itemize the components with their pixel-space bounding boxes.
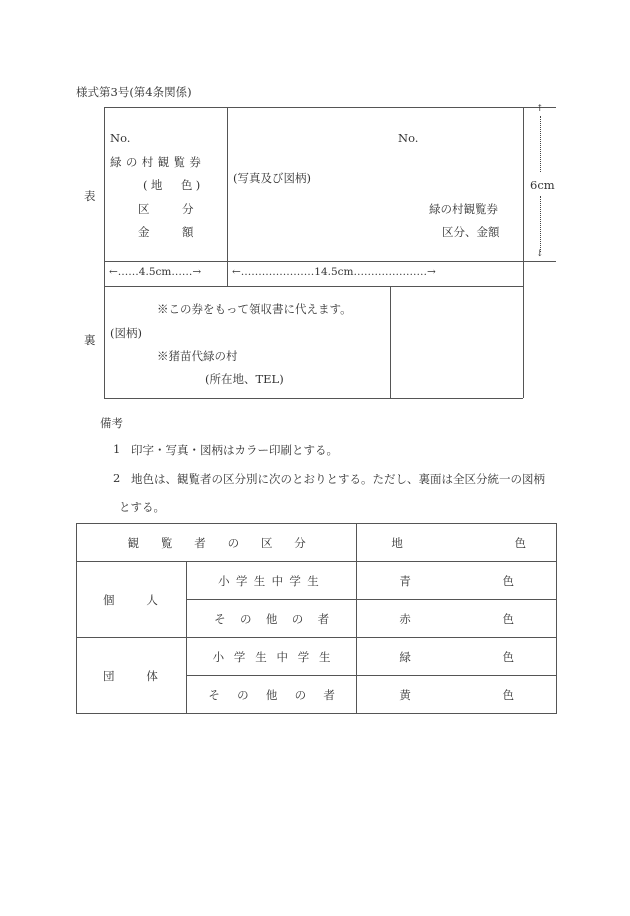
table-row bbox=[77, 562, 557, 600]
ticket-top-border bbox=[104, 107, 556, 108]
front-bottom-border bbox=[104, 261, 556, 262]
group-name-b: 体 bbox=[146, 668, 158, 683]
dimension-row-border bbox=[104, 286, 523, 287]
photo-and-design: (写真及び図柄) bbox=[233, 171, 311, 185]
receipt-note: ※この券をもって領収書に代えます。 bbox=[157, 302, 352, 316]
color-cell bbox=[357, 600, 557, 638]
subcategory: その他の者 bbox=[186, 600, 357, 638]
main-ticket-name: 緑の村観覧券 bbox=[429, 202, 498, 216]
group-name-a: 団 bbox=[103, 668, 115, 683]
main-width-dimension: ←…………………14.5cm…………………→ bbox=[232, 266, 436, 278]
stub-ticket-name: 緑の村観覧券 bbox=[110, 155, 206, 169]
stub-number: No. bbox=[110, 131, 131, 145]
subcategory: 小学生中学生 bbox=[186, 562, 357, 600]
remarks-heading: 備考 bbox=[100, 416, 123, 430]
stub-width-dimension: ←……4.5cm……→ bbox=[109, 266, 202, 278]
color-cell bbox=[357, 676, 557, 714]
remark-1-number: 1 bbox=[113, 442, 121, 456]
back-label: 裏 bbox=[84, 333, 96, 347]
table-row bbox=[77, 638, 557, 676]
back-design: (図柄) bbox=[110, 326, 142, 340]
group-individual bbox=[77, 562, 187, 638]
stub-amount-b: 額 bbox=[182, 225, 194, 239]
height-dimension: 6cm bbox=[530, 178, 555, 192]
remark-1-text: 印字・写真・図柄はカラー印刷とする。 bbox=[131, 443, 338, 457]
header-category: 観覧者の区分 bbox=[77, 524, 357, 562]
color-suffix: 色 bbox=[502, 611, 514, 626]
height-dotted-line bbox=[540, 116, 541, 172]
color-name: 青 bbox=[399, 573, 411, 588]
group-name-b: 人 bbox=[146, 592, 158, 607]
arrow-up-icon: ↑ bbox=[536, 104, 544, 114]
ground-color-table bbox=[76, 523, 557, 714]
table-header-row bbox=[77, 524, 557, 562]
front-label: 表 bbox=[84, 189, 96, 203]
group-organization bbox=[77, 638, 187, 714]
back-bottom-border bbox=[104, 398, 523, 399]
height-dotted-line bbox=[540, 196, 541, 252]
arrow-down-icon: ↓ bbox=[536, 249, 544, 259]
stub-category-b: 分 bbox=[182, 202, 194, 216]
facility-name: ※猪苗代緑の村 bbox=[157, 349, 238, 363]
subcategory: その他の者 bbox=[186, 676, 357, 714]
subcategory: 小学生中学生 bbox=[186, 638, 357, 676]
main-number: No. bbox=[398, 131, 419, 145]
stub-ground-color: (地 色) bbox=[143, 178, 204, 192]
ticket-left-border bbox=[104, 107, 105, 398]
stub-category-a: 区 bbox=[138, 202, 150, 216]
form-title: 様式第3号(第4条関係) bbox=[76, 85, 192, 99]
group-name-a: 個 bbox=[103, 592, 115, 607]
header-ground-b: 色 bbox=[514, 535, 526, 550]
color-suffix: 色 bbox=[502, 687, 514, 702]
color-name: 赤 bbox=[399, 611, 411, 626]
main-category-amount: 区分、金額 bbox=[442, 225, 500, 239]
stub-amount-a: 金 bbox=[138, 225, 150, 239]
color-suffix: 色 bbox=[502, 573, 514, 588]
color-suffix: 色 bbox=[502, 649, 514, 664]
remark-2-continuation: とする。 bbox=[119, 500, 165, 514]
back-divider bbox=[390, 286, 391, 398]
color-name: 黄 bbox=[399, 687, 411, 702]
header-ground-a: 地 bbox=[391, 535, 403, 550]
color-cell bbox=[357, 562, 557, 600]
color-cell bbox=[357, 638, 557, 676]
color-name: 緑 bbox=[399, 649, 411, 664]
ticket-right-border bbox=[523, 107, 524, 398]
front-divider bbox=[227, 107, 228, 286]
header-ground-color bbox=[357, 524, 557, 562]
remark-2-text: 地色は、観覧者の区分別に次のとおりとする。ただし、裏面は全区分統一の図柄 bbox=[131, 472, 545, 486]
facility-address: (所在地、TEL) bbox=[205, 372, 284, 386]
remark-2-number: 2 bbox=[113, 471, 121, 485]
